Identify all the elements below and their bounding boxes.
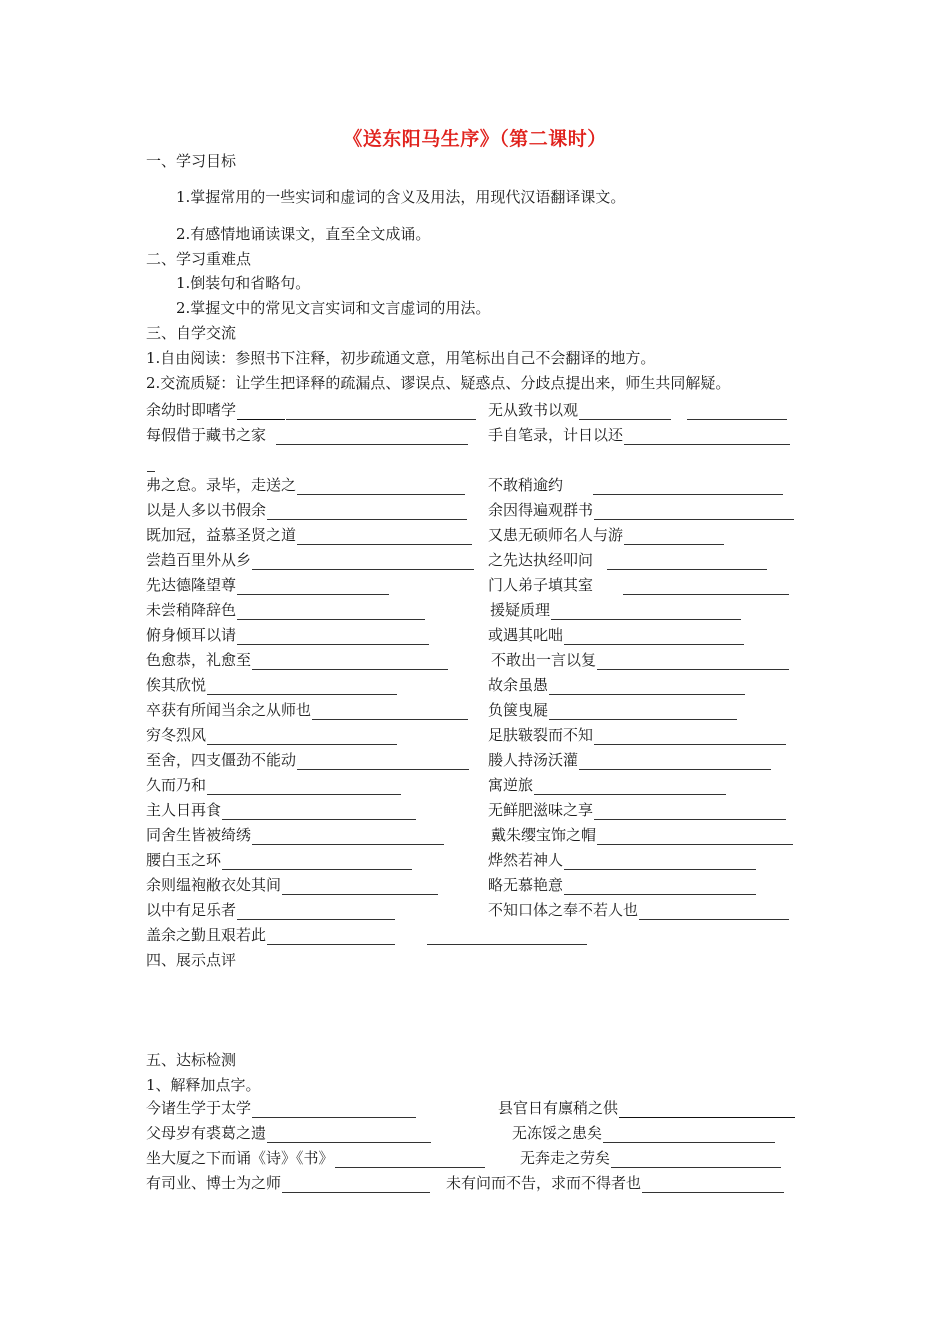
answer-blank[interactable] <box>594 504 794 520</box>
phrase-left: 有司业、博士为之师 <box>146 1174 282 1192</box>
phrase-right: 又患无硕师名人与游 <box>488 526 624 544</box>
answer-blank[interactable] <box>237 579 389 595</box>
answer-blank[interactable] <box>623 579 789 595</box>
phrase-right: 无冻馁之患矣 <box>512 1124 603 1142</box>
answer-blank[interactable] <box>594 804 786 820</box>
phrase-row <box>146 675 811 695</box>
goal-item-2: 2.有感情地诵读课文，直至全文成诵。 <box>176 225 431 243</box>
phrase-row <box>146 925 811 945</box>
answer-blank[interactable] <box>549 704 737 720</box>
phrase-row <box>146 625 811 645</box>
section5-subheading: 1、解释加点字。 <box>146 1076 261 1094</box>
self-study-item-2: 2.交流质疑：让学生把译释的疏漏点、谬误点、疑惑点、分歧点提出来，师生共同解疑。 <box>146 374 731 392</box>
phrase-right: 烨然若神人 <box>488 851 564 869</box>
phrase-left: 盖余之勤且艰若此 <box>146 926 267 944</box>
phrase-right: 媵人持汤沃灌 <box>488 751 579 769</box>
phrase-left: 以是人多以书假余 <box>146 501 267 519</box>
phrase-right: 足肤皲裂而不知 <box>488 726 594 744</box>
page-title: 《送东阳马生序》（第二课时） <box>343 128 607 150</box>
answer-blank[interactable] <box>207 679 397 695</box>
phrase-left: 未尝稍降辞色 <box>146 601 237 619</box>
answer-blank[interactable] <box>312 704 468 720</box>
phrase-right: 无鲜肥滋味之享 <box>488 801 594 819</box>
answer-blank[interactable] <box>267 504 467 520</box>
answer-blank[interactable] <box>297 529 472 545</box>
phrase-left: 卒获有所闻当余之从师也 <box>146 701 312 719</box>
answer-blank[interactable] <box>624 429 790 445</box>
phrase-row <box>146 825 811 845</box>
phrase-left: 久而乃和 <box>146 776 207 794</box>
phrase-left: 至舍，四支僵劲不能动 <box>146 751 297 769</box>
answer-blank[interactable] <box>237 404 285 420</box>
phrase-right: 县官日有廪稍之供 <box>498 1099 619 1117</box>
answer-blank[interactable] <box>267 1127 431 1143</box>
answer-blank[interactable] <box>222 854 412 870</box>
answer-blank[interactable] <box>607 554 767 570</box>
answer-blank[interactable] <box>564 854 756 870</box>
answer-blank[interactable] <box>593 479 783 495</box>
answer-blank[interactable] <box>276 429 468 445</box>
focus-item-2: 2.掌握文中的常见文言实词和文言虚词的用法。 <box>176 299 491 317</box>
answer-blank[interactable] <box>297 479 465 495</box>
test-row <box>146 1173 811 1193</box>
answer-blank[interactable] <box>267 929 395 945</box>
section4-heading: 四、展示点评 <box>146 951 237 969</box>
answer-blank[interactable] <box>597 654 789 670</box>
phrase-right: 不敢出一言以复 <box>491 651 597 669</box>
phrase-left: 余则缊袍敝衣处其间 <box>146 876 282 894</box>
answer-blank[interactable] <box>603 1127 775 1143</box>
phrase-right: 未有问而不告，求而不得者也 <box>446 1174 642 1192</box>
test-row <box>146 1148 811 1168</box>
phrase-left: 父母岁有裘葛之遗 <box>146 1124 267 1142</box>
phrase-left: 既加冠，益慕圣贤之道 <box>146 526 297 544</box>
section2-heading: 二、学习重难点 <box>146 250 252 268</box>
answer-blank[interactable] <box>282 1177 430 1193</box>
phrase-row <box>146 600 811 620</box>
answer-blank[interactable] <box>597 829 793 845</box>
answer-blank[interactable] <box>579 404 671 420</box>
phrase-left: 穷冬烈风 <box>146 726 207 744</box>
answer-blank[interactable] <box>252 654 448 670</box>
phrase-right: 之先达执经叩问 <box>488 551 594 569</box>
phrase-row <box>146 550 811 570</box>
focus-item-1: 1.倒装句和省略句。 <box>176 274 311 292</box>
phrase-row <box>146 875 811 895</box>
goal-item-1: 1.掌握常用的一些实词和虚词的含义及用法，用现代汉语翻译课文。 <box>176 188 626 206</box>
section1-heading: 一、学习目标 <box>146 152 237 170</box>
answer-blank[interactable] <box>564 879 756 895</box>
answer-blank[interactable] <box>551 604 741 620</box>
answer-blank[interactable] <box>207 729 397 745</box>
phrase-right: 故余虽愚 <box>488 676 549 694</box>
phrase-row <box>146 525 811 545</box>
phrase-row <box>146 725 811 745</box>
phrase-right: 门人弟子填其室 <box>488 576 594 594</box>
answer-blank[interactable] <box>624 529 724 545</box>
answer-blank[interactable] <box>639 904 789 920</box>
answer-blank[interactable] <box>619 1102 795 1118</box>
phrase-left: 余幼时即嗜学 <box>146 401 237 419</box>
answer-blank[interactable] <box>237 904 395 920</box>
phrase-row <box>146 900 811 920</box>
phrase-right: 略无慕艳意 <box>488 876 564 894</box>
phrase-right: 不敢稍逾约 <box>488 476 564 494</box>
answer-blank[interactable] <box>252 1102 416 1118</box>
answer-blank[interactable] <box>549 679 745 695</box>
phrase-right: 不知口体之奉不若人也 <box>488 901 639 919</box>
phrase-left: 色愈恭，礼愈至 <box>146 651 252 669</box>
phrase-row <box>146 850 811 870</box>
answer-blank[interactable] <box>222 804 416 820</box>
phrase-row <box>146 475 811 495</box>
answer-blank[interactable] <box>237 629 429 645</box>
answer-blank[interactable] <box>252 829 444 845</box>
phrase-row <box>146 425 811 445</box>
answer-blank[interactable] <box>687 404 787 420</box>
phrase-left: 弗之怠。录毕，走送之 <box>146 476 297 494</box>
phrase-row <box>146 400 811 420</box>
answer-blank[interactable] <box>237 604 425 620</box>
phrase-row <box>146 750 811 770</box>
phrase-row <box>146 650 811 670</box>
phrase-right: 手自笔录，计日以还 <box>488 426 624 444</box>
phrase-right: 寓逆旅 <box>488 776 534 794</box>
answer-blank[interactable] <box>611 1152 781 1168</box>
section5-heading: 五、达标检测 <box>146 1051 237 1069</box>
phrase-left: 以中有足乐者 <box>146 901 237 919</box>
answer-blank[interactable] <box>594 729 786 745</box>
answer-blank[interactable] <box>297 754 469 770</box>
answer-blank[interactable] <box>207 779 401 795</box>
phrase-left: 主人日再食 <box>146 801 222 819</box>
phrase-row <box>146 575 811 595</box>
phrase-right: 援疑质理 <box>490 601 551 619</box>
answer-blank[interactable] <box>579 754 771 770</box>
phrase-left: 腰白玉之环 <box>146 851 222 869</box>
phrase-left: 尝趋百里外从乡 <box>146 551 252 569</box>
section3-heading: 三、自学交流 <box>146 324 237 342</box>
answer-blank[interactable] <box>286 404 476 420</box>
phrase-left: 坐大厦之下而诵《诗》《书》 <box>146 1149 334 1167</box>
answer-blank[interactable] <box>642 1177 784 1193</box>
self-study-item-1: 1.自由阅读：参照书下注释，初步疏通文意，用笔标出自己不会翻译的地方。 <box>146 349 656 367</box>
phrase-right: 或遇其叱咄 <box>488 626 564 644</box>
answer-blank[interactable] <box>147 456 155 472</box>
phrase-row <box>146 800 811 820</box>
phrase-right: 无奔走之劳矣 <box>520 1149 611 1167</box>
phrase-right: 负箧曳屣 <box>488 701 549 719</box>
answer-blank[interactable] <box>335 1152 485 1168</box>
test-row <box>146 1123 811 1143</box>
phrase-row <box>146 700 811 720</box>
answer-blank[interactable] <box>534 779 726 795</box>
phrase-left: 每假借于藏书之家 <box>146 426 267 444</box>
answer-blank[interactable] <box>282 879 438 895</box>
answer-blank[interactable] <box>252 554 474 570</box>
test-row <box>146 1098 811 1118</box>
phrase-right: 无从致书以观 <box>488 401 579 419</box>
phrase-row <box>146 775 811 795</box>
phrase-right: 戴朱缨宝饰之帽 <box>491 826 597 844</box>
answer-blank[interactable] <box>427 929 587 945</box>
phrase-left: 今诸生学于太学 <box>146 1099 252 1117</box>
phrase-left: 同舍生皆被绮绣 <box>146 826 252 844</box>
phrase-left: 先达德隆望尊 <box>146 576 237 594</box>
phrase-row <box>146 500 811 520</box>
answer-blank[interactable] <box>564 629 744 645</box>
phrase-right: 余因得遍观群书 <box>488 501 594 519</box>
phrase-left: 俟其欣悦 <box>146 676 207 694</box>
phrase-left: 俯身倾耳以请 <box>146 626 237 644</box>
